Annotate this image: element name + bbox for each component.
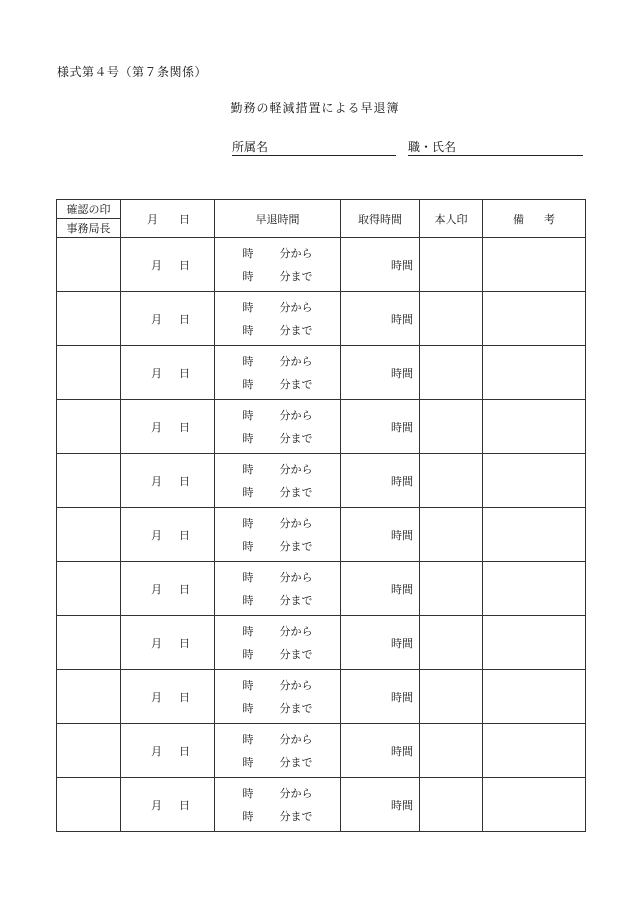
day-label: 日	[179, 474, 190, 488]
confirm-seal-cell[interactable]	[57, 238, 121, 292]
remarks-cell[interactable]	[483, 670, 586, 724]
day-label: 日	[179, 582, 190, 596]
confirm-seal-cell[interactable]	[57, 562, 121, 616]
hour-label: 時	[242, 733, 254, 746]
time-range-cell[interactable]	[215, 778, 341, 832]
remarks-cell[interactable]	[483, 562, 586, 616]
from-label: 分から	[279, 679, 313, 692]
day-label: 日	[179, 528, 190, 542]
acquired-hours-cell[interactable]	[341, 400, 420, 454]
time-from-line	[243, 461, 313, 477]
date-cell[interactable]	[121, 616, 215, 670]
day-label: 日	[179, 312, 190, 326]
header-personal-seal: 本人印	[420, 200, 483, 238]
acquired-hours-cell[interactable]	[341, 508, 420, 562]
hour-label: 時	[242, 270, 254, 283]
time-until-line	[243, 808, 313, 824]
until-label: 分まで	[279, 702, 313, 715]
table-row	[57, 400, 586, 454]
until-label: 分まで	[279, 756, 313, 769]
acquired-hours-cell[interactable]	[341, 238, 420, 292]
from-label: 分から	[279, 247, 313, 260]
table-row	[57, 724, 586, 778]
date-cell[interactable]	[121, 346, 215, 400]
hour-label: 時	[242, 810, 254, 823]
hours-label: 時間	[391, 258, 413, 272]
hour-label: 時	[242, 648, 254, 661]
hour-label: 時	[242, 517, 254, 530]
month-label: 月	[151, 582, 162, 596]
remarks-cell[interactable]	[483, 292, 586, 346]
acquired-hours-cell[interactable]	[341, 724, 420, 778]
personal-seal-cell[interactable]	[420, 778, 483, 832]
hour-label: 時	[242, 594, 254, 607]
header-month: 月	[147, 212, 158, 226]
confirm-seal-cell[interactable]	[57, 670, 121, 724]
time-range-cell[interactable]	[215, 346, 341, 400]
personal-seal-cell[interactable]	[420, 346, 483, 400]
until-label: 分まで	[279, 648, 313, 661]
until-label: 分まで	[279, 432, 313, 445]
personal-seal-cell[interactable]	[420, 454, 483, 508]
from-label: 分から	[279, 463, 313, 476]
time-range-cell[interactable]	[215, 292, 341, 346]
time-from-line	[243, 785, 313, 801]
time-from-line	[243, 677, 313, 693]
from-label: 分から	[279, 571, 313, 584]
confirm-seal-cell[interactable]	[57, 508, 121, 562]
affiliation-label: 所属名	[232, 140, 269, 154]
acquired-hours-cell[interactable]	[341, 670, 420, 724]
table-row	[57, 778, 586, 832]
time-range-cell[interactable]	[215, 400, 341, 454]
time-until-line	[243, 376, 313, 392]
hour-label: 時	[242, 756, 254, 769]
acquired-hours-cell[interactable]	[341, 616, 420, 670]
month-label: 月	[151, 420, 162, 434]
month-label: 月	[151, 258, 162, 272]
confirm-seal-cell[interactable]	[57, 616, 121, 670]
time-range-cell[interactable]	[215, 670, 341, 724]
hour-label: 時	[242, 702, 254, 715]
date-cell[interactable]	[121, 454, 215, 508]
personal-seal-cell[interactable]	[420, 724, 483, 778]
hours-label: 時間	[391, 420, 413, 434]
confirm-seal-cell[interactable]	[57, 346, 121, 400]
hour-label: 時	[242, 409, 254, 422]
table-row	[57, 562, 586, 616]
hours-label: 時間	[391, 690, 413, 704]
time-until-line	[243, 484, 313, 500]
month-label: 月	[151, 798, 162, 812]
hour-label: 時	[242, 432, 254, 445]
time-until-line	[243, 268, 313, 284]
header-remarks-2: 考	[544, 212, 555, 226]
header-remarks	[483, 200, 586, 238]
until-label: 分まで	[279, 378, 313, 391]
header-confirm-seal: 確認の印	[57, 200, 121, 219]
time-from-line	[243, 407, 313, 423]
acquired-hours-cell[interactable]	[341, 454, 420, 508]
hours-label: 時間	[391, 312, 413, 326]
remarks-cell[interactable]	[483, 724, 586, 778]
from-label: 分から	[279, 787, 313, 800]
month-label: 月	[151, 636, 162, 650]
name-label: 職・氏名	[408, 140, 457, 154]
time-range-cell[interactable]	[215, 562, 341, 616]
header-day: 日	[179, 212, 190, 226]
hour-label: 時	[242, 463, 254, 476]
time-until-line	[243, 322, 313, 338]
time-until-line	[243, 646, 313, 662]
hour-label: 時	[242, 247, 254, 260]
day-label: 日	[179, 258, 190, 272]
date-cell[interactable]	[121, 238, 215, 292]
time-from-line	[243, 353, 313, 369]
date-cell[interactable]	[121, 562, 215, 616]
table-row	[57, 670, 586, 724]
time-range-cell[interactable]	[215, 508, 341, 562]
until-label: 分まで	[279, 594, 313, 607]
time-range-cell[interactable]	[215, 616, 341, 670]
day-label: 日	[179, 366, 190, 380]
table-row	[57, 346, 586, 400]
ledger-body	[57, 238, 586, 832]
time-until-line	[243, 592, 313, 608]
confirm-seal-cell[interactable]	[57, 400, 121, 454]
remarks-cell[interactable]	[483, 238, 586, 292]
time-until-line	[243, 754, 313, 770]
remarks-cell[interactable]	[483, 778, 586, 832]
day-label: 日	[179, 636, 190, 650]
from-label: 分から	[279, 301, 313, 314]
acquired-hours-cell[interactable]	[341, 292, 420, 346]
time-until-line	[243, 430, 313, 446]
time-range-cell[interactable]	[215, 238, 341, 292]
hours-label: 時間	[391, 744, 413, 758]
header-early-leave-time: 早退時間	[215, 200, 341, 238]
hour-label: 時	[242, 301, 254, 314]
personal-seal-cell[interactable]	[420, 670, 483, 724]
from-label: 分から	[279, 517, 313, 530]
time-until-line	[243, 538, 313, 554]
hours-label: 時間	[391, 582, 413, 596]
date-cell[interactable]	[121, 508, 215, 562]
hours-label: 時間	[391, 636, 413, 650]
header-acquired-time: 取得時間	[341, 200, 420, 238]
date-cell[interactable]	[121, 724, 215, 778]
time-range-cell[interactable]	[215, 724, 341, 778]
month-label: 月	[151, 528, 162, 542]
hours-label: 時間	[391, 366, 413, 380]
month-label: 月	[151, 474, 162, 488]
until-label: 分まで	[279, 810, 313, 823]
personal-seal-cell[interactable]	[420, 400, 483, 454]
affiliation-field[interactable]	[232, 141, 396, 156]
hour-label: 時	[242, 486, 254, 499]
from-label: 分から	[279, 625, 313, 638]
personal-seal-cell[interactable]	[420, 238, 483, 292]
hour-label: 時	[242, 679, 254, 692]
confirm-seal-cell[interactable]	[57, 778, 121, 832]
form-number: 様式第４号（第７条関係）	[57, 65, 208, 79]
personal-seal-cell[interactable]	[420, 562, 483, 616]
date-cell[interactable]	[121, 400, 215, 454]
personal-seal-cell[interactable]	[420, 508, 483, 562]
time-from-line	[243, 623, 313, 639]
until-label: 分まで	[279, 486, 313, 499]
from-label: 分から	[279, 733, 313, 746]
hour-label: 時	[242, 540, 254, 553]
acquired-hours-cell[interactable]	[341, 562, 420, 616]
month-label: 月	[151, 366, 162, 380]
acquired-hours-cell[interactable]	[341, 778, 420, 832]
month-label: 月	[151, 312, 162, 326]
time-from-line	[243, 515, 313, 531]
name-field[interactable]	[408, 141, 583, 156]
table-row	[57, 616, 586, 670]
day-label: 日	[179, 744, 190, 758]
hour-label: 時	[242, 787, 254, 800]
hours-label: 時間	[391, 474, 413, 488]
time-range-cell[interactable]	[215, 454, 341, 508]
acquired-hours-cell[interactable]	[341, 346, 420, 400]
table-row	[57, 454, 586, 508]
confirm-seal-cell[interactable]	[57, 724, 121, 778]
remarks-cell[interactable]	[483, 454, 586, 508]
remarks-cell[interactable]	[483, 508, 586, 562]
time-from-line	[243, 731, 313, 747]
hour-label: 時	[242, 324, 254, 337]
header-office-chief: 事務局長	[57, 219, 121, 238]
hours-label: 時間	[391, 798, 413, 812]
day-label: 日	[179, 690, 190, 704]
early-leave-table	[56, 199, 586, 832]
month-label: 月	[151, 744, 162, 758]
personal-seal-cell[interactable]	[420, 616, 483, 670]
header-remarks-1: 備	[513, 212, 524, 226]
hours-label: 時間	[391, 528, 413, 542]
time-from-line	[243, 245, 313, 261]
remarks-cell[interactable]	[483, 400, 586, 454]
time-until-line	[243, 700, 313, 716]
month-label: 月	[151, 690, 162, 704]
hour-label: 時	[242, 378, 254, 391]
hour-label: 時	[242, 571, 254, 584]
table-row	[57, 238, 586, 292]
date-cell[interactable]	[121, 292, 215, 346]
header-month-day	[121, 200, 215, 238]
date-cell[interactable]	[121, 778, 215, 832]
hour-label: 時	[242, 625, 254, 638]
until-label: 分まで	[279, 324, 313, 337]
day-label: 日	[179, 798, 190, 812]
personal-seal-cell[interactable]	[420, 292, 483, 346]
table-row	[57, 292, 586, 346]
remarks-cell[interactable]	[483, 346, 586, 400]
date-cell[interactable]	[121, 670, 215, 724]
table-row	[57, 508, 586, 562]
until-label: 分まで	[279, 540, 313, 553]
day-label: 日	[179, 420, 190, 434]
from-label: 分から	[279, 409, 313, 422]
from-label: 分から	[279, 355, 313, 368]
document-title: 勤務の軽減措置による早退簿	[230, 101, 400, 115]
time-from-line	[243, 299, 313, 315]
time-from-line	[243, 569, 313, 585]
hour-label: 時	[242, 355, 254, 368]
until-label: 分まで	[279, 270, 313, 283]
confirm-seal-cell[interactable]	[57, 454, 121, 508]
remarks-cell[interactable]	[483, 616, 586, 670]
confirm-seal-cell[interactable]	[57, 292, 121, 346]
